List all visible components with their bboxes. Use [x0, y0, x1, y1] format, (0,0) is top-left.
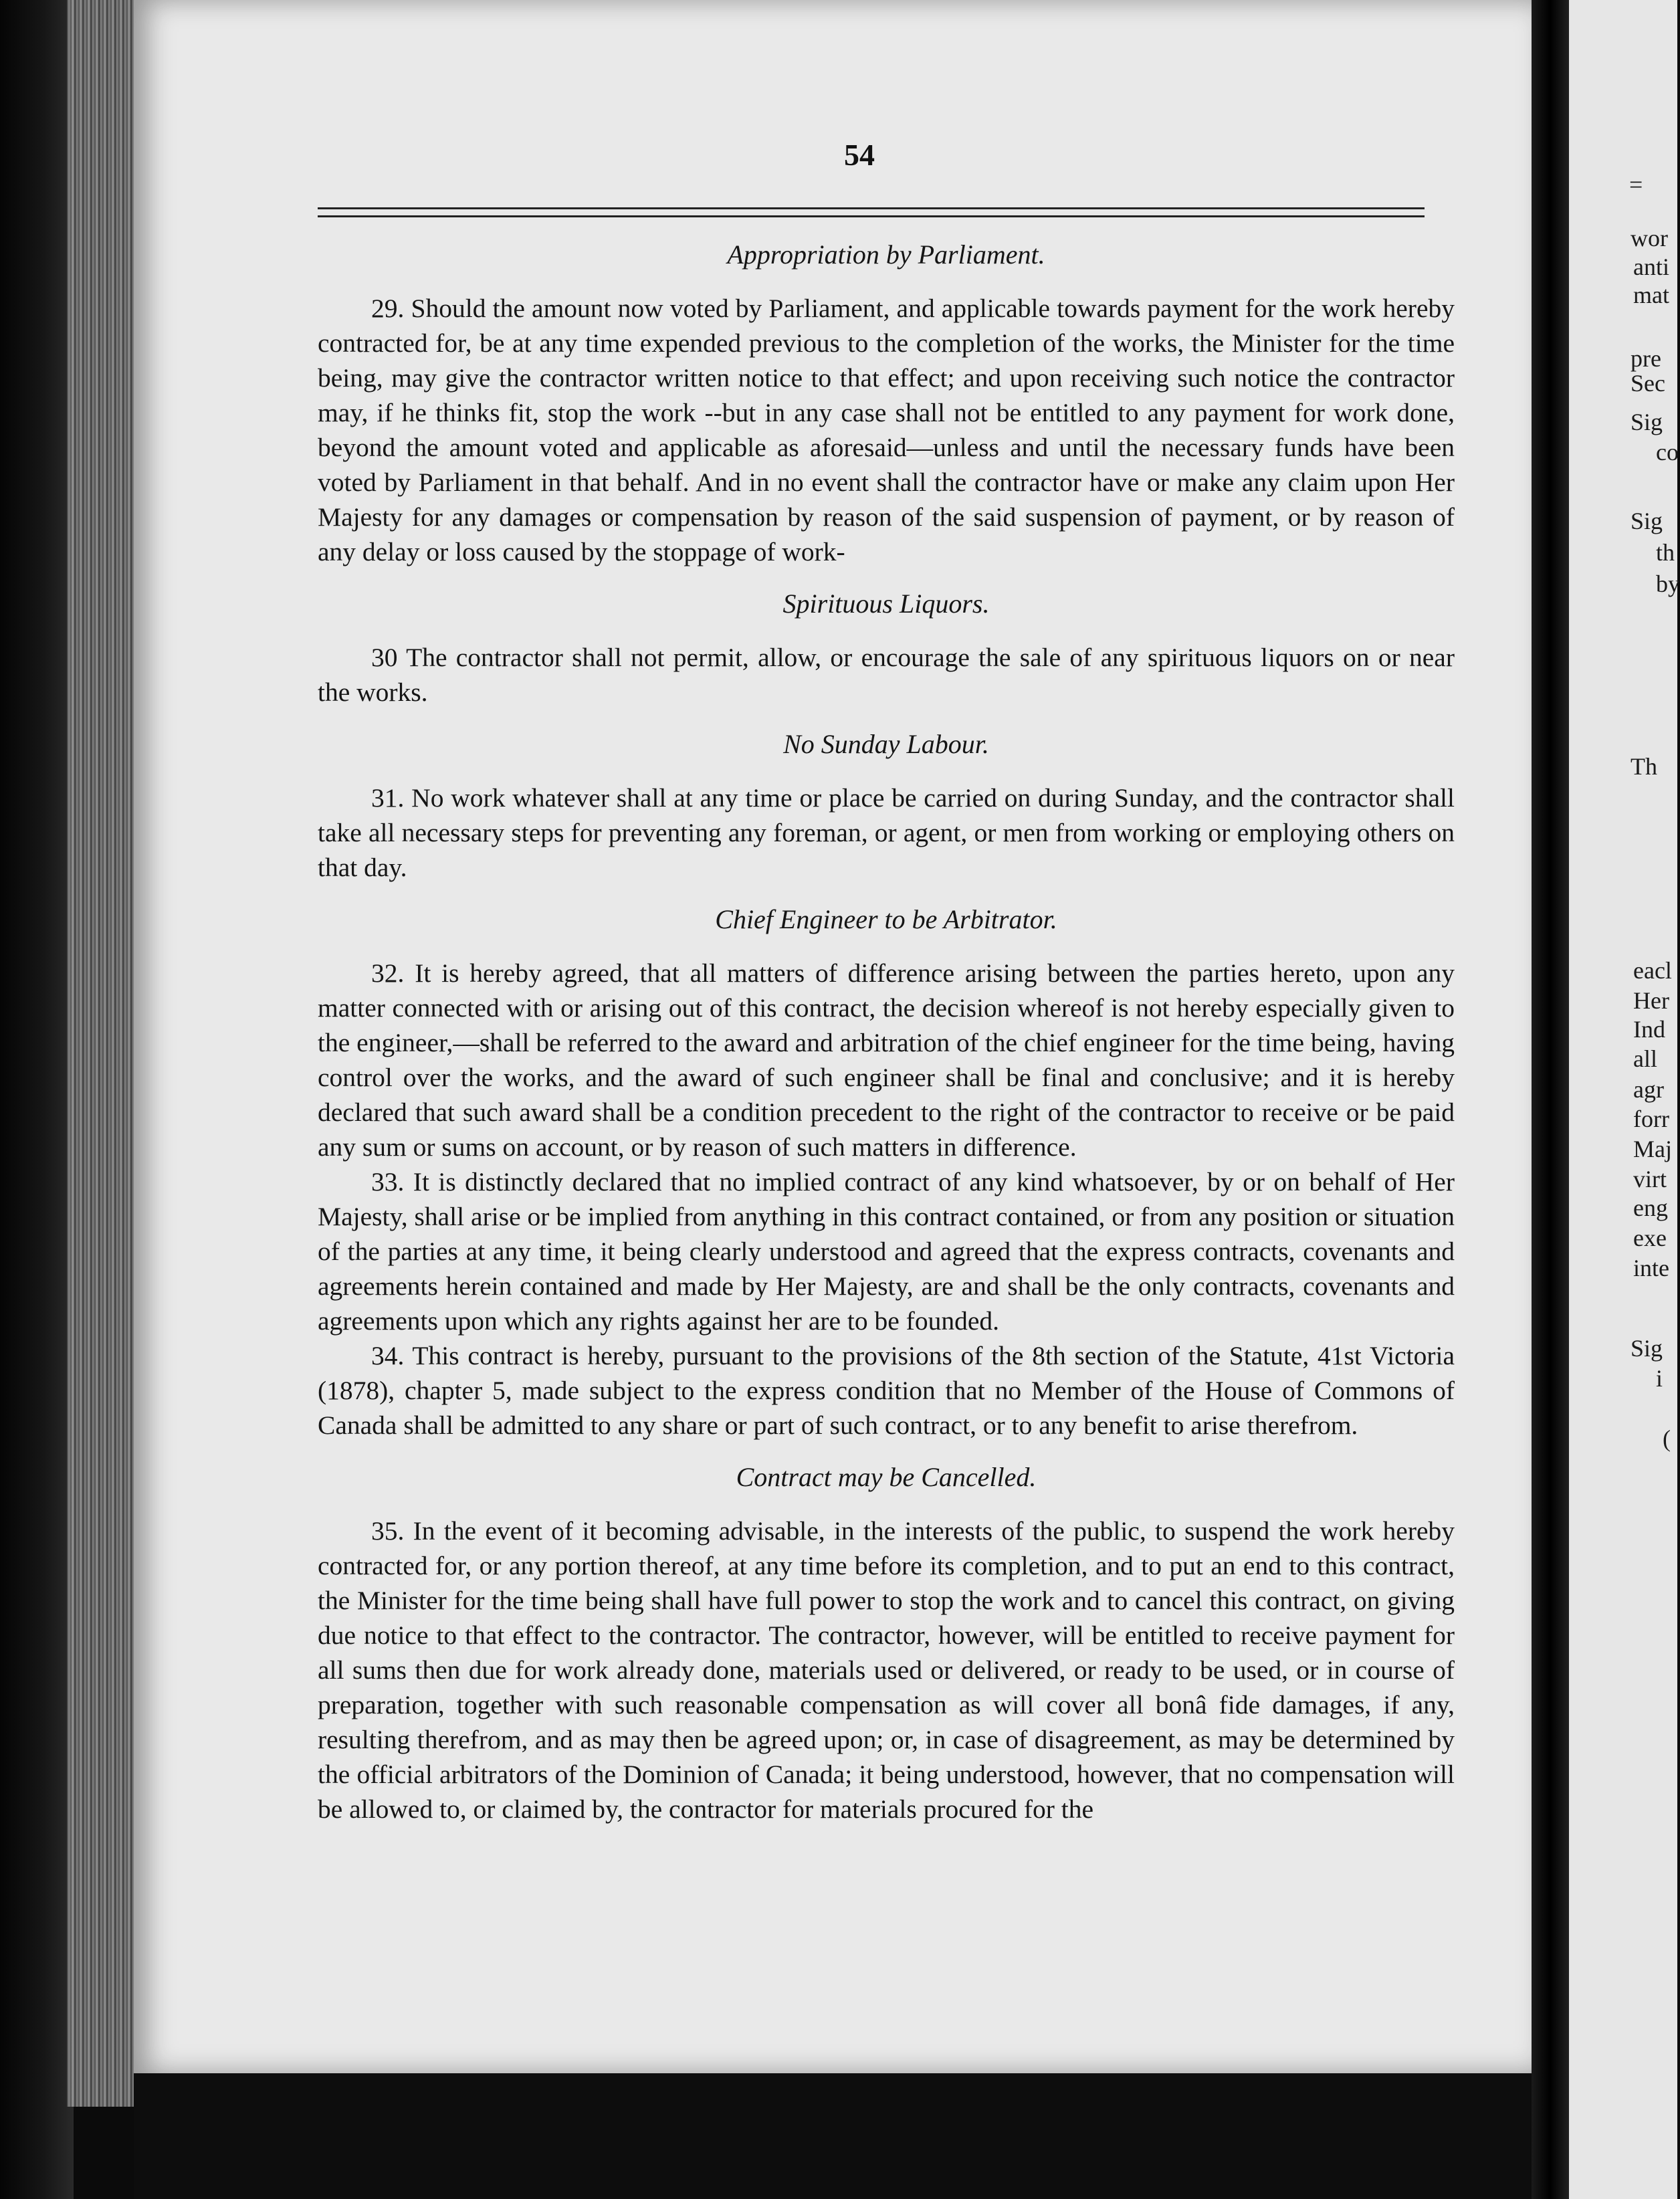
adjacent-page-fragment: wor — [1631, 225, 1668, 251]
section-heading: Contract may be Cancelled. — [736, 1462, 1037, 1492]
clause-34: 34. This contract is hereby, pursuant to the provisions of the 8th section of the Statute, 41st Victoria (1878), chapter 5, made subject to the express condition that no Member of the House of Commons of Canada shall be admitted to any share or part of such contract, or to any benefit to arise therefrom. — [318, 1341, 1455, 1440]
adjacent-page-fragment: Sec — [1631, 370, 1665, 397]
section-heading: Appropriation by Parliament. — [727, 239, 1045, 270]
section-heading: Spirituous Liquors. — [782, 589, 990, 619]
adjacent-page-fragment: i — [1656, 1365, 1663, 1392]
page-body — [318, 237, 1455, 1826]
adjacent-page-fragment: virt — [1633, 1166, 1667, 1192]
section-heading: No Sunday Labour. — [783, 729, 989, 759]
adjacent-page-fragment: Sig — [1631, 409, 1663, 435]
header-rule-bottom — [318, 215, 1425, 217]
adjacent-page-edge — [1569, 0, 1680, 2199]
section-heading: Chief Engineer to be Arbitrator. — [715, 904, 1057, 934]
adjacent-page-fragment: co — [1656, 439, 1679, 465]
adjacent-page-fragment: forr — [1633, 1106, 1669, 1132]
clause-29: 29. Should the amount now voted by Parliament, and applicable towards payment for the work hereby contracted for, be at any time expended previous to the completion of the works, the Minister for the time being, may give the contractor written notice to that effect; and upon receiving such notice the contractor may, if he thinks fit, stop the work --but in any case shall not be entitled to any payment for work done, beyond the amount voted and applicable as aforesaid—unless and until the necessary funds have been voted by Parliament in that behalf. And in no event shall the contractor have or make any claim upon Her Majesty for any damages or compensation by reason of the said suspension of payment, or by reason of any delay or loss caused by the stoppage of work- — [318, 294, 1455, 566]
adjacent-page-fragment: Maj — [1633, 1136, 1672, 1162]
adjacent-page-fragment: = — [1629, 171, 1643, 198]
clause-33: 33. It is distinctly declared that no implied contract of any kind whatsoever, by or on behalf of Her Majesty, shall arise or be implied from anything in this contract contained, or from any position or situation of the parties at any time, it being clearly understood and agreed that the express contracts, covenants and agreements herein contained and made by Her Majesty, are and shall be the only contracts, covenants and agreements upon which any rights against her are to be founded. — [318, 1167, 1455, 1336]
adjacent-page-fragment: Her — [1633, 987, 1669, 1014]
clause-32: 32. It is hereby agreed, that all matters of difference arising between the parties hereto, upon any matter connected with or arising out of this contract, the decision whereof is not hereby especially given to the engineer,—shall be referred to the award and arbitration of the chief engineer for the time being, having control over the works, and the award of such engineer shall be final and conclusive; and it is hereby declared that such award shall be a condition precedent to the right of the contractor to receive or be paid any sum or sums on account, or by reason of such matters in difference. — [318, 958, 1455, 1162]
scanner-background-left — [0, 0, 74, 2199]
adjacent-page-fragment: th — [1656, 539, 1675, 566]
adjacent-page-fragment: all — [1633, 1045, 1657, 1072]
adjacent-page-fragment: eacl — [1633, 957, 1672, 984]
clause-31: 31. No work whatever shall at any time or place be carried on during Sunday, and the contractor shall take all necessary steps for preventing any foreman, or agent, or men from working or employing others on that day. — [318, 783, 1455, 882]
clause-35: 35. In the event of it becoming advisable, in the interests of the public, to suspend the work hereby contracted for, or any portion thereof, at any time before its completion, and to put an end to this contract, the Minister for the time being shall have full power to stop the work and to cancel this contract, on giving due notice to that effect to the contractor. The contractor, however, will be entitled to receive payment for all sums then due for work already done, materials used or delivered, or ready to be used, or in course of preparation, together with such reasonable compensation as will cover all bonâ fide damages, if any, resulting therefrom, and as may then be agreed upon; or, in case of disagreement, as may be determined by the official arbitrators of the Dominion of Canada; it being understood, however, that no compensation will be allowed to, or claimed by, the contractor for materials procured for the — [318, 1516, 1455, 1824]
header-rule-top — [318, 207, 1425, 209]
adjacent-page-fragment: Sig — [1631, 508, 1663, 534]
scanner-background-bottom — [134, 2073, 1532, 2199]
adjacent-page-fragment: Sig — [1631, 1335, 1663, 1362]
adjacent-page-fragment: ( — [1663, 1425, 1671, 1452]
adjacent-page-fragment: Th — [1631, 753, 1657, 780]
adjacent-page-fragment: eng — [1633, 1194, 1668, 1221]
adjacent-page-fragment: exe — [1633, 1225, 1667, 1251]
clause-30: 30 The contractor shall not permit, allow, or encourage the sale of any spirituous liquors on or near the works. — [318, 643, 1455, 707]
adjacent-page-fragment: pre — [1631, 345, 1661, 372]
adjacent-page-fragment: anti — [1633, 253, 1669, 280]
adjacent-page-fragment: by — [1656, 570, 1680, 597]
adjacent-page-fragment: mat — [1633, 282, 1669, 308]
adjacent-page-fragment: Ind — [1633, 1016, 1665, 1043]
adjacent-page-fragment: inte — [1633, 1255, 1669, 1281]
page-number: 54 — [844, 138, 875, 172]
adjacent-page-fragment: agr — [1633, 1076, 1664, 1103]
book-gutter — [1532, 0, 1569, 2199]
